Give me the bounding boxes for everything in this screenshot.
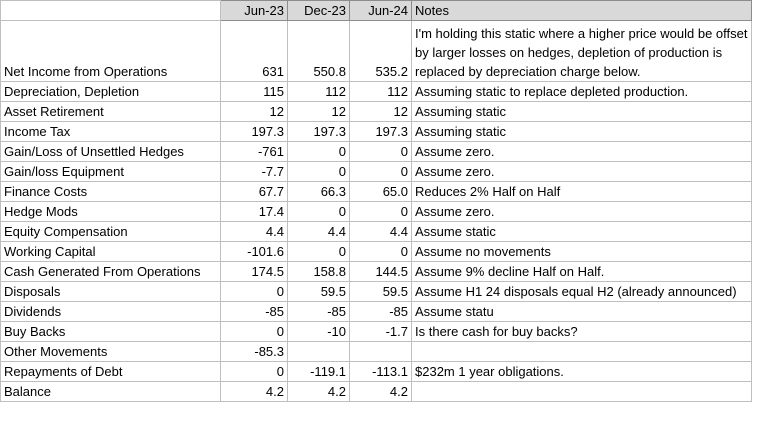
value-cell[interactable]: 0 [350, 142, 412, 162]
row-label-cell[interactable]: Gain/loss Equipment [1, 162, 221, 182]
value-cell[interactable]: 17.4 [221, 202, 288, 222]
note-cell[interactable]: $232m 1 year obligations. [412, 362, 752, 382]
value-cell[interactable]: 0 [221, 282, 288, 302]
row-label-cell[interactable]: Income Tax [1, 122, 221, 142]
value-cell[interactable]: 158.8 [288, 262, 350, 282]
table-row [1, 282, 752, 302]
value-cell[interactable]: 4.2 [350, 382, 412, 402]
table-row [1, 342, 752, 362]
row-label-cell[interactable]: Disposals [1, 282, 221, 302]
row-label-cell[interactable]: Buy Backs [1, 322, 221, 342]
value-cell[interactable]: 66.3 [288, 182, 350, 202]
table-row [1, 322, 752, 342]
value-cell[interactable]: 12 [350, 102, 412, 122]
value-cell[interactable]: 0 [350, 202, 412, 222]
row-label-cell[interactable]: Working Capital [1, 242, 221, 262]
header-notes[interactable]: Notes [412, 1, 752, 21]
value-cell[interactable]: 0 [288, 242, 350, 262]
row-label-cell[interactable]: Cash Generated From Operations [1, 262, 221, 282]
row-label-cell[interactable]: Depreciation, Depletion [1, 82, 221, 102]
value-cell[interactable]: 112 [350, 82, 412, 102]
value-cell[interactable]: -85 [350, 302, 412, 322]
row-label-cell[interactable]: Repayments of Debt [1, 362, 221, 382]
header-jun-23[interactable]: Jun-23 [221, 1, 288, 21]
table-row [1, 242, 752, 262]
value-cell[interactable]: 0 [350, 242, 412, 262]
note-cell[interactable]: Assuming static [412, 122, 752, 142]
note-cell[interactable] [412, 342, 752, 362]
note-cell[interactable]: Assume H1 24 disposals equal H2 (already announced) [412, 282, 752, 302]
row-label-cell[interactable]: Equity Compensation [1, 222, 221, 242]
value-cell[interactable]: 4.2 [288, 382, 350, 402]
value-cell[interactable]: -101.6 [221, 242, 288, 262]
table-row [1, 122, 752, 142]
note-cell[interactable]: Assume 9% decline Half on Half. [412, 262, 752, 282]
value-cell[interactable]: -85.3 [221, 342, 288, 362]
value-cell[interactable] [288, 342, 350, 362]
note-cell[interactable]: Assume no movements [412, 242, 752, 262]
note-cell[interactable]: Assuming static to replace depleted production. [412, 82, 752, 102]
value-cell[interactable]: -113.1 [350, 362, 412, 382]
value-cell[interactable]: 197.3 [221, 122, 288, 142]
row-label-cell[interactable]: Finance Costs [1, 182, 221, 202]
value-cell[interactable]: 535.2 [350, 21, 412, 82]
value-cell[interactable]: 631 [221, 21, 288, 82]
value-cell[interactable]: 4.4 [350, 222, 412, 242]
value-cell[interactable] [350, 342, 412, 362]
row-label-cell[interactable]: Net Income from Operations [1, 21, 221, 82]
header-label-cell[interactable] [1, 1, 221, 21]
value-cell[interactable]: 65.0 [350, 182, 412, 202]
table-row [1, 222, 752, 242]
row-label-cell[interactable]: Hedge Mods [1, 202, 221, 222]
table-row [1, 142, 752, 162]
note-cell[interactable]: Is there cash for buy backs? [412, 322, 752, 342]
value-cell[interactable]: -7.7 [221, 162, 288, 182]
row-label-cell[interactable]: Gain/Loss of Unsettled Hedges [1, 142, 221, 162]
row-label-cell[interactable]: Dividends [1, 302, 221, 322]
row-label-cell[interactable]: Asset Retirement [1, 102, 221, 122]
row-label-cell[interactable]: Balance [1, 382, 221, 402]
value-cell[interactable]: 4.4 [221, 222, 288, 242]
note-cell[interactable]: Reduces 2% Half on Half [412, 182, 752, 202]
table-row [1, 262, 752, 282]
value-cell[interactable]: -761 [221, 142, 288, 162]
table-row [1, 202, 752, 222]
header-jun-24[interactable]: Jun-24 [350, 1, 412, 21]
note-cell[interactable]: Assume zero. [412, 142, 752, 162]
note-cell[interactable] [412, 382, 752, 402]
value-cell[interactable]: 0 [221, 322, 288, 342]
value-cell[interactable]: 144.5 [350, 262, 412, 282]
value-cell[interactable]: 67.7 [221, 182, 288, 202]
value-cell[interactable]: 0 [288, 142, 350, 162]
value-cell[interactable]: 4.2 [221, 382, 288, 402]
value-cell[interactable]: 12 [288, 102, 350, 122]
table-row [1, 162, 752, 182]
table-row [1, 182, 752, 202]
row-label-cell[interactable]: Other Movements [1, 342, 221, 362]
table-row [1, 362, 752, 382]
note-cell[interactable]: Assume zero. [412, 162, 752, 182]
value-cell[interactable]: 550.8 [288, 21, 350, 82]
note-cell[interactable]: Assume static [412, 222, 752, 242]
value-cell[interactable]: -1.7 [350, 322, 412, 342]
value-cell[interactable]: 0 [288, 202, 350, 222]
value-cell[interactable]: 0 [288, 162, 350, 182]
value-cell[interactable]: 0 [221, 362, 288, 382]
value-cell[interactable]: -119.1 [288, 362, 350, 382]
value-cell[interactable]: 197.3 [288, 122, 350, 142]
value-cell[interactable]: 0 [350, 162, 412, 182]
value-cell[interactable]: 197.3 [350, 122, 412, 142]
value-cell[interactable]: 174.5 [221, 262, 288, 282]
value-cell[interactable]: 59.5 [288, 282, 350, 302]
value-cell[interactable]: -85 [221, 302, 288, 322]
table-row [1, 102, 752, 122]
table-row [1, 21, 752, 82]
table-row [1, 382, 752, 402]
table-row [1, 82, 752, 102]
note-cell[interactable]: Assume statu [412, 302, 752, 322]
note-cell[interactable]: Assume zero. [412, 202, 752, 222]
value-cell[interactable]: 12 [221, 102, 288, 122]
value-cell[interactable]: 4.4 [288, 222, 350, 242]
header-dec-23[interactable]: Dec-23 [288, 1, 350, 21]
value-cell[interactable]: -85 [288, 302, 350, 322]
note-cell[interactable]: I'm holding this static where a higher price would be offset by larger losses on hedges, depletion of production is replaced by depreciation charge below. [412, 21, 752, 82]
value-cell[interactable]: 59.5 [350, 282, 412, 302]
value-cell[interactable]: 115 [221, 82, 288, 102]
header-row [1, 1, 752, 21]
table-row [1, 302, 752, 322]
value-cell[interactable]: -10 [288, 322, 350, 342]
value-cell[interactable]: 112 [288, 82, 350, 102]
note-cell[interactable]: Assuming static [412, 102, 752, 122]
